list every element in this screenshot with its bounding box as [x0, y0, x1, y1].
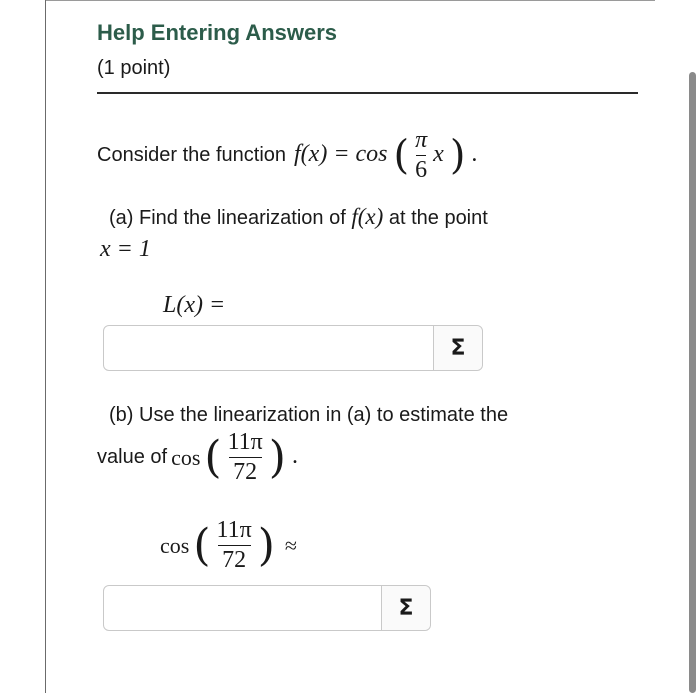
part-b-period: . [291, 443, 298, 470]
scrollbar[interactable] [689, 72, 696, 693]
part-b-value-of: value of [97, 446, 168, 469]
function-period: . [471, 141, 478, 168]
approx-symbol: ≈ [284, 532, 297, 558]
sigma-icon: Σ [450, 335, 466, 361]
function-lhs: f(x) = cos [294, 141, 388, 168]
part-b-frac-num: 11π [227, 429, 263, 455]
part-a-answer-input[interactable] [103, 325, 483, 371]
function-var: x [433, 141, 444, 168]
part-b-frac-den: 72 [233, 459, 258, 486]
function-frac-den: 6 [415, 157, 428, 184]
part-a-point: x = 1 [100, 236, 151, 262]
function-expression: f(x) = cos ( $\frac{\pi}{6}$ x ) . [294, 127, 478, 184]
part-a-prompt-text: (a) Find the linearization of [109, 207, 346, 229]
part-b-equation-editor-button[interactable] [381, 586, 430, 630]
divider [97, 92, 638, 94]
part-b-answer-label [160, 518, 297, 573]
part-b-answer-frac-den: 72 [222, 547, 247, 574]
part-b-prompt: (b) Use the linearization in (a) to estimate the [109, 404, 509, 426]
part-b-expression: ( $\frac{11\pi}{72}$ ) . [204, 429, 298, 486]
part-a-prompt-tail: at the point [388, 207, 488, 229]
points-label: (1 point) [97, 57, 171, 79]
part-a-prompt-func: f(x) [351, 204, 384, 229]
part-a-equation-editor-button[interactable] [433, 326, 482, 370]
part-b-answer-cos: cos [160, 532, 190, 558]
part-a-prompt [109, 204, 488, 230]
page-left-edge [45, 0, 46, 693]
part-b-answer-expression: ( $\frac{11\pi}{72}$ ) [193, 517, 275, 574]
part-b-answer-frac-num: 11π [216, 517, 252, 543]
part-b-value-line [97, 430, 298, 485]
sigma-icon: Σ [398, 595, 414, 621]
part-b-cos: cos [171, 444, 201, 470]
page-top-edge [46, 0, 655, 1]
help-entering-answers-link[interactable]: Help Entering Answers [97, 20, 338, 45]
function-fraction [415, 128, 427, 183]
part-b-answer-input[interactable] [103, 585, 431, 631]
problem-intro: Consider the function [97, 144, 287, 167]
part-b-fraction [228, 430, 263, 485]
function-frac-num: π [415, 127, 428, 153]
part-a-answer-label: L(x) = [163, 292, 226, 318]
part-b-answer-fraction [217, 518, 252, 573]
problem-statement [97, 128, 477, 183]
